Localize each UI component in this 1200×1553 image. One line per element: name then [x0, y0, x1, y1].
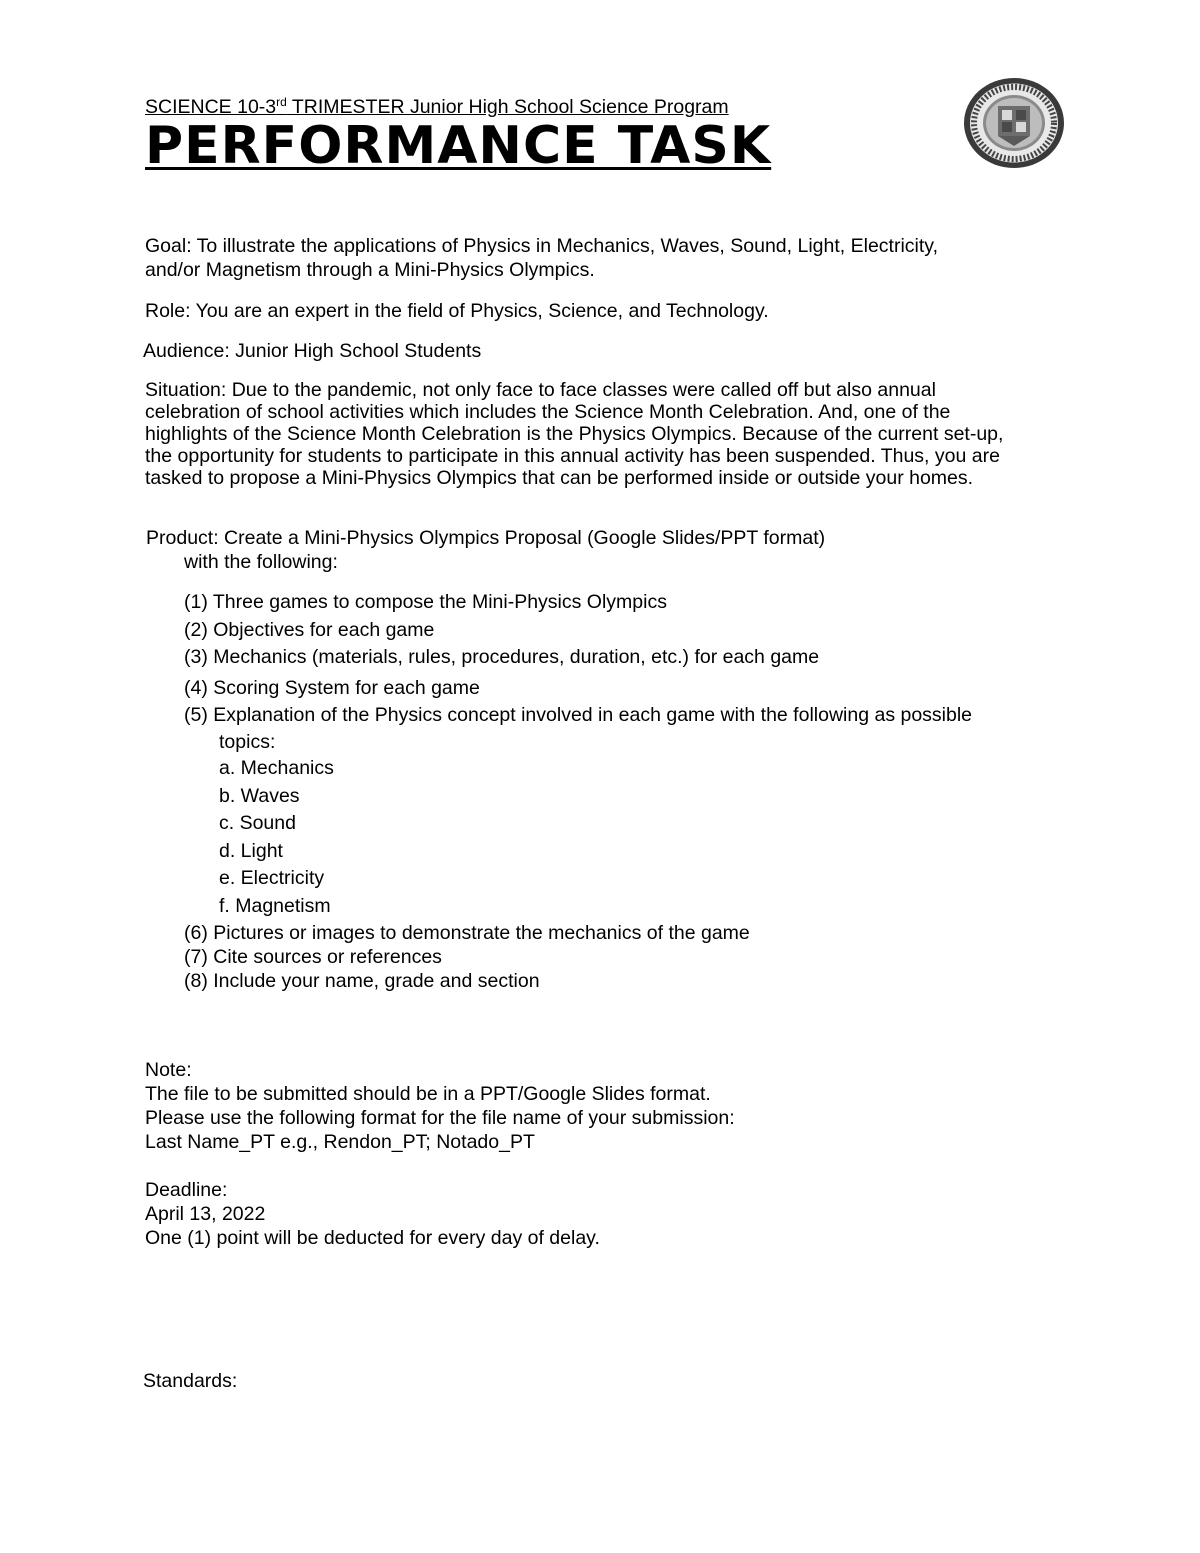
deadline-penalty: One (1) point will be deducted for every day of delay. — [145, 1227, 600, 1249]
product-line-1: Product: Create a Mini-Physics Olympics Proposal (Google Slides/PPT format) — [146, 527, 826, 549]
topic-item: d. Light — [219, 840, 283, 862]
topic-item: a. Mechanics — [219, 757, 334, 779]
course-header-prefix: SCIENCE 10-3 — [145, 96, 277, 118]
topic-item: c. Sound — [219, 812, 296, 834]
note-line-2: Please use the following format for the file name of your submission: — [145, 1107, 735, 1129]
list-item: (8) Include your name, grade and section — [184, 970, 540, 992]
role-text: Role: You are an expert in the field of Physics, Science, and Technology. — [145, 300, 769, 322]
list-item: (2) Objectives for each game — [184, 619, 435, 641]
topics-label: topics: — [219, 731, 276, 753]
audience-text: Audience: Junior High School Students — [143, 340, 482, 362]
topic-item: e. Electricity — [219, 867, 325, 889]
list-item: (7) Cite sources or references — [184, 946, 442, 968]
list-item: (6) Pictures or images to demonstrate the mechanics of the game — [184, 922, 750, 944]
situation-paragraph: Situation: Due to the pandemic, not only face to face classes were called off but also annual celebration of school activities which includes the Science Month Celebration. And, one of the highlights of the Science Month Celebration is the Physics Olympics. Because of the current set-up, the opportunity for students to participate in this annual activity has been suspended. Thus, you are tasked to propose a Mini-Physics Olympics that can be performed inside or outside your homes. — [145, 379, 1004, 489]
topic-item: f. Magnetism — [219, 895, 331, 917]
topic-item: b. Waves — [219, 785, 300, 807]
list-item: (1) Three games to compose the Mini-Physics Olympics — [184, 591, 667, 613]
page-title: PERFORMANCE TASK — [145, 116, 772, 176]
list-item: (3) Mechanics (materials, rules, procedures, duration, etc.) for each game — [184, 646, 820, 668]
standards-label: Standards: — [143, 1370, 238, 1392]
note-label: Note: — [145, 1059, 192, 1081]
list-item: (5) Explanation of the Physics concept involved in each game with the following as possible — [184, 704, 973, 726]
note-line-1: The file to be submitted should be in a PPT/Google Slides format. — [145, 1083, 711, 1105]
goal-line-1: Goal: To illustrate the applications of Physics in Mechanics, Waves, Sound, Light, Electricity, — [145, 235, 939, 257]
goal-line-2: and/or Magnetism through a Mini-Physics Olympics. — [145, 259, 595, 281]
product-line-2: with the following: — [184, 551, 338, 573]
deadline-date: April 13, 2022 — [145, 1203, 266, 1225]
course-header-suffix: TRIMESTER Junior High School Science Program — [286, 96, 729, 118]
school-seal-icon — [962, 76, 1066, 170]
note-line-3: Last Name_PT e.g., Rendon_PT; Notado_PT — [145, 1131, 535, 1153]
list-item: (4) Scoring System for each game — [184, 677, 480, 699]
deadline-label: Deadline: — [145, 1179, 228, 1201]
course-header-superscript: rd — [276, 95, 287, 109]
